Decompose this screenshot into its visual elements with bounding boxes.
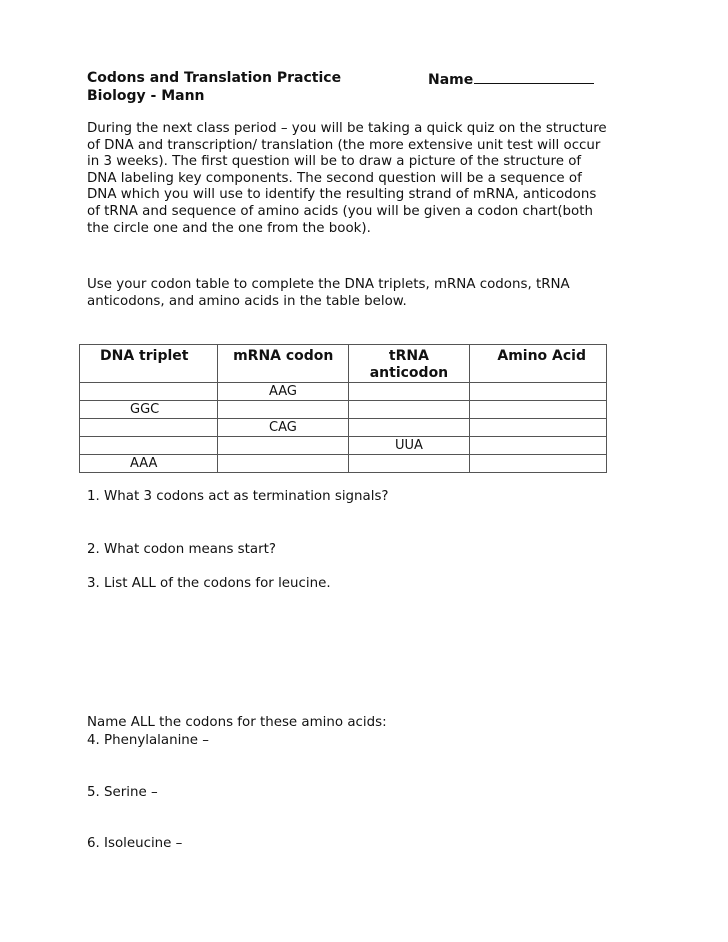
question-5: 5. Serine – <box>87 785 158 800</box>
table-cell <box>470 419 607 437</box>
question-3: 3. List ALL of the codons for leucine. <box>87 576 331 591</box>
name-blank-line <box>474 69 594 84</box>
header-amino-acid: Amino Acid <box>470 345 607 383</box>
table-cell <box>218 437 349 455</box>
table-cell <box>80 419 218 437</box>
question-1: 1. What 3 codons act as termination signals? <box>87 489 389 504</box>
table-cell <box>348 383 469 401</box>
table-cell <box>218 401 349 419</box>
name-field <box>428 69 594 89</box>
table-cell <box>348 419 469 437</box>
question-2: 2. What codon means start? <box>87 542 276 557</box>
table-row <box>80 383 607 401</box>
question-4: 4. Phenylalanine – <box>87 733 209 748</box>
table-row <box>80 437 607 455</box>
table-cell <box>470 437 607 455</box>
table-cell <box>470 455 607 473</box>
header-dna-triplet: DNA triplet <box>80 345 218 383</box>
header-trna-anticodon: tRNA anticodon <box>348 345 469 383</box>
table-row <box>80 419 607 437</box>
amino-acid-section-heading: Name ALL the codons for these amino acids: <box>87 715 387 730</box>
table-cell: UUA <box>348 437 469 455</box>
header-mrna-codon: mRNA codon <box>218 345 349 383</box>
table-cell: AAG <box>218 383 349 401</box>
table-cell <box>80 383 218 401</box>
worksheet-subtitle: Biology - Mann <box>87 88 205 104</box>
question-6: 6. Isoleucine – <box>87 836 183 851</box>
worksheet-title: Codons and Translation Practice <box>87 70 342 86</box>
codon-table <box>79 344 607 473</box>
table-cell <box>348 455 469 473</box>
table-cell: CAG <box>218 419 349 437</box>
name-label: Name <box>428 72 474 88</box>
intro-paragraph: During the next class period – you will be taking a quick quiz on the structure of DNA and transcription/ translation (the more extensive unit test will occur in 3 weeks). The first question will be to draw a picture of the structure of DNA labeling key components. The second question will be a sequence of DNA which you will use to identify the resulting strand of mRNA, anticodons of tRNA and sequence of amino acids (you will be given a codon chart(both the circle one and the one from the book). <box>87 121 607 236</box>
table-cell <box>470 383 607 401</box>
table-row <box>80 401 607 419</box>
table-cell <box>348 401 469 419</box>
table-cell <box>218 455 349 473</box>
table-row <box>80 455 607 473</box>
table-cell <box>80 437 218 455</box>
instruction-paragraph: Use your codon table to complete the DNA triplets, mRNA codons, tRNA anticodons, and amino acids in the table below. <box>87 277 570 309</box>
table-cell <box>470 401 607 419</box>
table-cell: GGC <box>80 401 218 419</box>
table-header-row <box>80 345 607 383</box>
table-cell: AAA <box>80 455 218 473</box>
